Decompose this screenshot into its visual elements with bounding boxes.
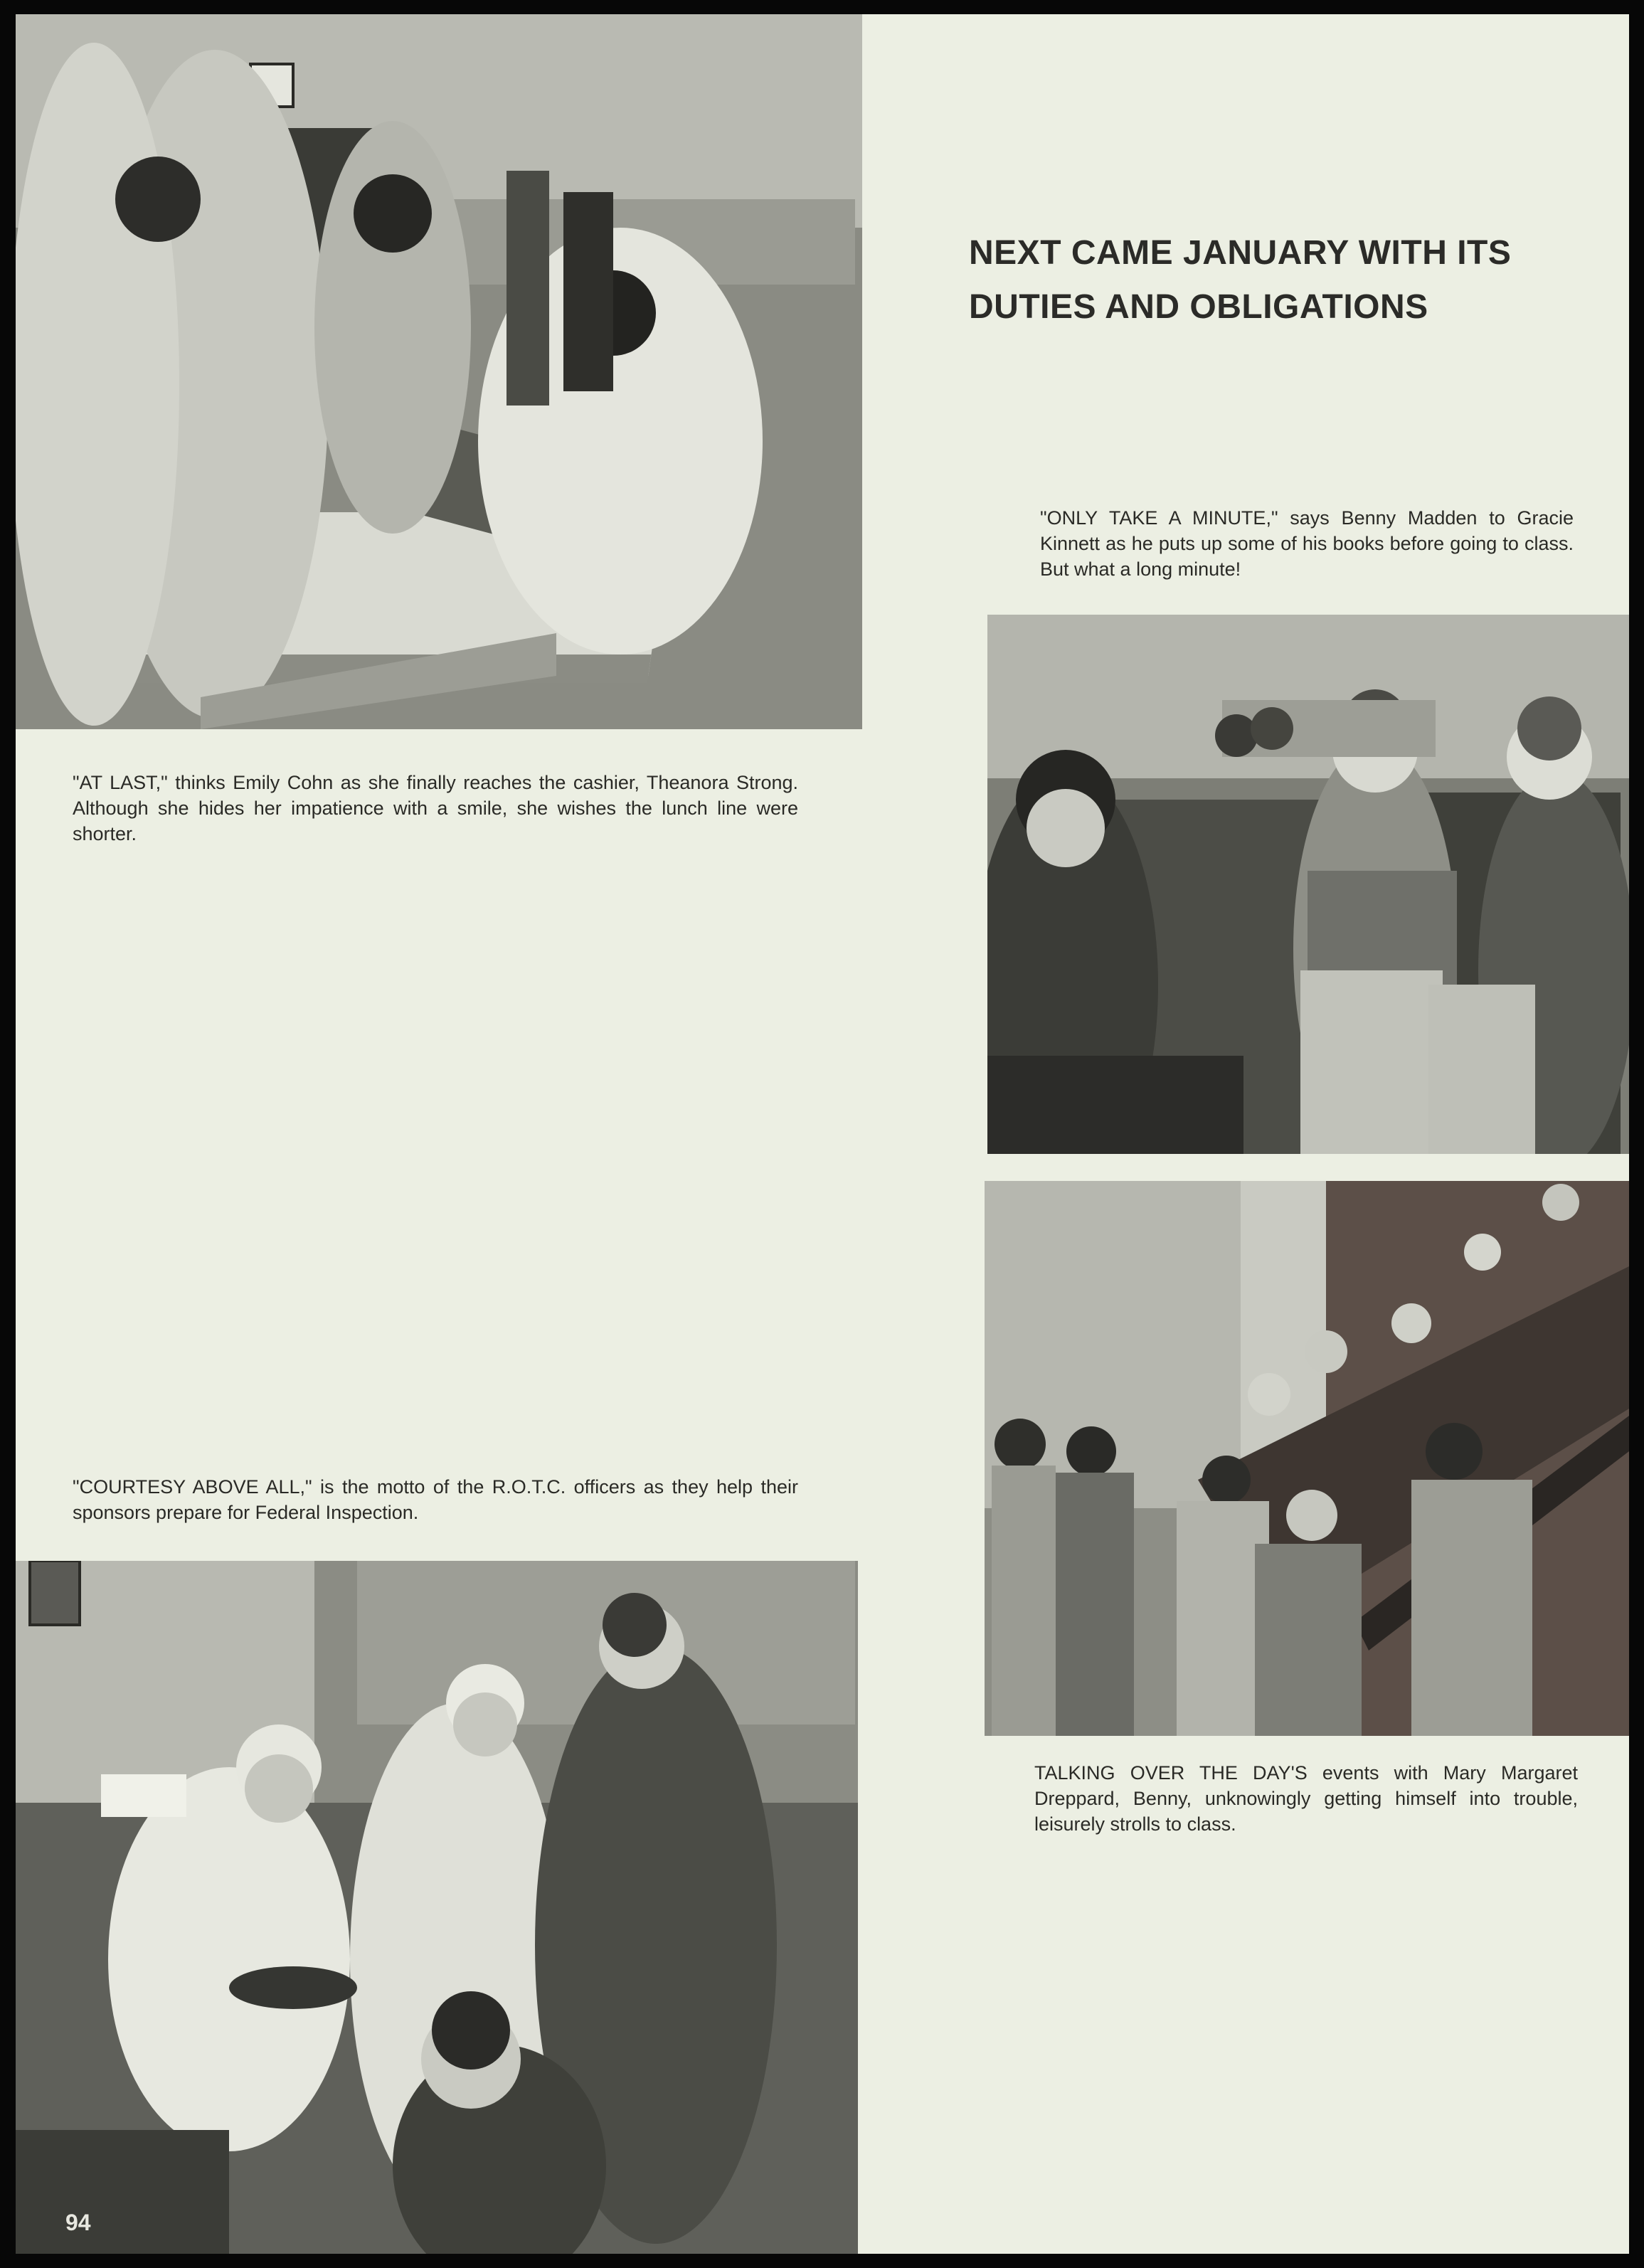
stairwell-students-photo [985, 1181, 1629, 1736]
rotc-caption: "COURTESY ABOVE ALL," is the motto of the R.O.T.C. officers as they help their sponsors prepare for Federal Inspection. [73, 1476, 798, 1523]
stairs-caption: TALKING OVER THE DAY'S events with Mary Margaret Dreppard, Benny, unknowingly getting himself into trouble, leisurely strolls to class. [1034, 1762, 1578, 1835]
page-number: 94 [65, 2210, 91, 2235]
headline-line-1: NEXT CAME JANUARY WITH ITS [969, 234, 1512, 272]
headline-line-2: DUTIES AND OBLIGATIONS [969, 288, 1428, 326]
cafeteria-caption: "AT LAST," thinks Emily Cohn as she finally reaches the cashier, Theanora Strong. Although she hides her impatience with a smile, she wishes the lunch line were shorter. [73, 772, 798, 844]
yearbook-page [16, 14, 1629, 2254]
cafeteria-cashier-photo [16, 14, 862, 729]
page-headline [969, 226, 1595, 334]
rotc-inspection-photo [16, 1561, 858, 2254]
hallway-locker-photo [987, 615, 1629, 1154]
locker-caption: "ONLY TAKE A MINUTE," says Benny Madden to Gracie Kinnett as he puts up some of his books before going to class. But what a long minute! [1040, 507, 1574, 580]
